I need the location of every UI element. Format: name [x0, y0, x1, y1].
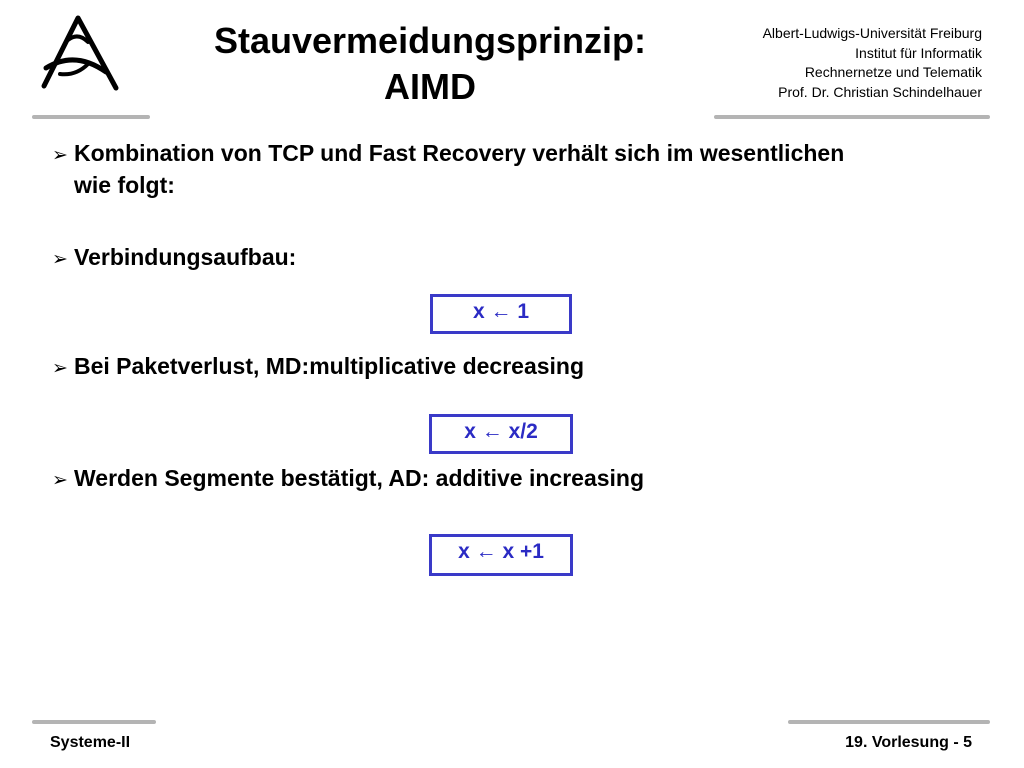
- institution-block: [763, 24, 982, 102]
- header-rule-right: [714, 115, 990, 119]
- bullet-item-combination: [52, 138, 844, 200]
- footer-rule-left: [32, 720, 156, 724]
- university-logo-icon: [30, 10, 130, 100]
- bullet-text: Verbindungsaufbau:: [74, 244, 297, 270]
- bullet-arrow-icon: ➢: [52, 469, 68, 491]
- bullet-item-connection-setup: [52, 242, 296, 274]
- bullet-arrow-icon: ➢: [52, 357, 68, 379]
- formula-box-decrease: x ← x/2: [429, 414, 573, 454]
- bullet-item-segments-acked: [52, 463, 644, 495]
- formula-box-increase: x ← x +1: [429, 534, 573, 576]
- slide-title: [160, 18, 700, 110]
- footer-slide-number: 19. Vorlesung - 5: [845, 734, 972, 751]
- formula-box-init: x ← 1: [430, 294, 572, 334]
- bullet-arrow-icon: ➢: [52, 144, 68, 166]
- footer-course-name: Systeme-II: [50, 734, 131, 751]
- bullet-text-continuation: wie folgt:: [74, 172, 175, 198]
- bullet-arrow-icon: ➢: [52, 248, 68, 270]
- institution-department: Rechnernetze und Telematik: [804, 64, 982, 80]
- bullet-text: Werden Segmente bestätigt, AD: additive increasing: [74, 465, 645, 491]
- slide-title-line-1: Stauvermeidungsprinzip:: [213, 20, 647, 61]
- bullet-text: Bei Paketverlust, MD:multiplicative decreasing: [74, 353, 585, 379]
- bullet-text: Kombination von TCP und Fast Recovery verhält sich im wesentlichen: [74, 140, 845, 166]
- header-rule-left: [32, 115, 150, 119]
- slide-title-line-2: AIMD: [384, 66, 476, 107]
- bullet-item-packet-loss: [52, 351, 584, 383]
- institution-institute: Institut für Informatik: [855, 44, 982, 61]
- institution-university: Albert-Ludwigs-Universität Freiburg: [762, 25, 982, 41]
- institution-professor: Prof. Dr. Christian Schindelhauer: [778, 83, 982, 100]
- footer-rule-right: [788, 720, 990, 724]
